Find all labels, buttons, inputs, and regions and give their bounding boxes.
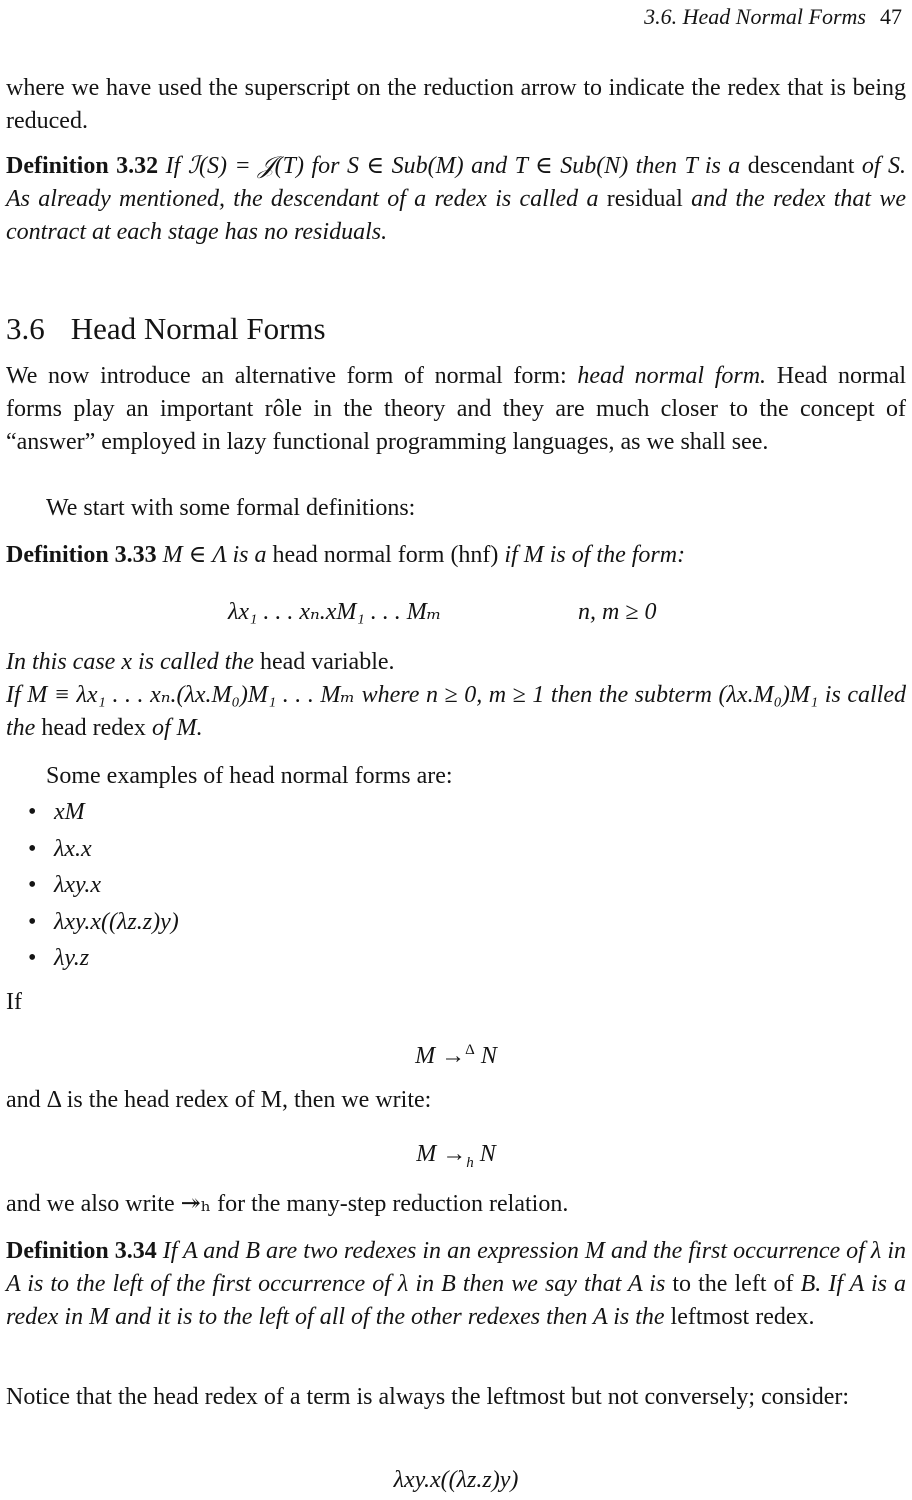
- example-term: λxy.x((λz.z)y): [54, 908, 179, 935]
- list-item: [28, 942, 179, 979]
- definition-3-33: [6, 539, 906, 572]
- examples-intro: Some examples of head normal forms are:: [46, 763, 453, 789]
- example-term: λx.x: [54, 835, 92, 862]
- display-equation-2: [6, 1138, 906, 1180]
- paragraph-text: We now introduce an alternative form of normal form:: [6, 363, 567, 389]
- definition-text: If A and B are two redexes in an expression M and the first occurrence of λ in A is to the left of the first occurrence of λ in B then we say that A is: [6, 1238, 906, 1297]
- definition-text: In this case x is called the: [6, 649, 254, 675]
- display-equation-3: λxy.x((λz.z)y): [393, 1467, 519, 1493]
- equation-text: M →: [416, 1141, 467, 1167]
- definition-label: Definition 3.33: [6, 542, 157, 568]
- examples-list: [28, 796, 179, 979]
- bullet-icon: •: [28, 872, 37, 898]
- definition-3-32: [6, 150, 906, 249]
- definition-text: of M.: [151, 715, 203, 741]
- page-number: 47: [880, 4, 902, 29]
- bullet-icon: •: [28, 908, 37, 935]
- head-variable-line: [6, 646, 906, 679]
- list-item: [28, 796, 179, 833]
- equation-superscript: Δ: [465, 1042, 475, 1058]
- definition-text: of S. As already mentioned, the descendant of a redex is called a: [6, 153, 907, 212]
- section-intro: [6, 360, 906, 459]
- equation-text: N: [479, 1141, 496, 1167]
- defined-term: head redex: [41, 715, 146, 741]
- running-title: 3.6. Head Normal Forms: [644, 4, 866, 29]
- list-item: [28, 869, 179, 906]
- paragraph-text: Head normal forms play an important rôle in the theory and they are much closer to the concept of “answer” employed in lazy functional programming languages, as we shall see.: [6, 363, 907, 455]
- example-term: λxy.x: [54, 872, 102, 898]
- definition-text: B. If A is a redex in M and it is to the left of all of the other redexes then A is the: [6, 1271, 907, 1330]
- definition-text: if M is of the form:: [504, 542, 686, 568]
- definition-text: and the redex that we contract at each stage has no residuals.: [6, 186, 907, 245]
- head-redex-line: and Δ is the head redex of M, then we write:: [6, 1087, 432, 1113]
- equation-subscript: h: [466, 1154, 474, 1171]
- start-line: We start with some formal definitions:: [46, 495, 416, 521]
- defined-term: residual: [606, 186, 683, 212]
- defined-term: descendant: [747, 153, 855, 179]
- notice-paragraph: Notice that the head redex of a term is always the leftmost but not conversely; consider:: [6, 1384, 850, 1410]
- emphasis-text: head normal form.: [577, 363, 767, 389]
- head-redex-definition: [6, 679, 906, 745]
- example-term: λy.z: [54, 945, 90, 971]
- defined-term: head variable.: [259, 649, 395, 675]
- definition-3-34: [6, 1235, 906, 1334]
- example-term: xM: [54, 799, 85, 825]
- formula: λx₁ . . . xₙ.xM₁ . . . Mₘ: [228, 599, 442, 625]
- section-number: 3.6: [6, 311, 45, 346]
- bullet-icon: •: [28, 835, 37, 862]
- definition-text: M ∈ Λ is a: [162, 542, 267, 568]
- equation-text: N: [480, 1043, 497, 1069]
- bullet-icon: •: [28, 799, 37, 825]
- definition-label: Definition 3.32: [6, 153, 159, 179]
- intro-paragraph: where we have used the superscript on the reduction arrow to indicate the redex that is being reduced.: [6, 75, 906, 134]
- list-item: [28, 906, 179, 943]
- definition-text: If M ≡ λx₁ . . . xₙ.(λx.M₀)M₁ . . . Mₘ where n ≥ 0, m ≥ 1 then the subterm (λx.M₀)M₁ is called the: [6, 682, 906, 741]
- bullet-icon: •: [28, 945, 37, 971]
- definition-text: If ℐ(S) = 𝒥(T) for S ∈ Sub(M) and T ∈ Sub(N) then T is a: [165, 153, 741, 179]
- display-equation-1: [6, 1034, 906, 1073]
- list-item: [28, 833, 179, 870]
- equation-text: M →: [415, 1043, 466, 1069]
- section-heading: [6, 312, 326, 345]
- if-word: If: [6, 989, 22, 1015]
- formula-condition: n, m ≥ 0: [578, 599, 657, 625]
- running-header: [644, 0, 902, 33]
- defined-term: head normal form (hnf): [272, 542, 499, 568]
- definition-label: Definition 3.34: [6, 1238, 157, 1264]
- defined-term: to the left of: [672, 1271, 794, 1297]
- section-title: Head Normal Forms: [70, 311, 326, 346]
- defined-term: leftmost redex.: [670, 1304, 815, 1330]
- many-step-line: and we also write ↠ₕ for the many-step reduction relation.: [6, 1191, 569, 1217]
